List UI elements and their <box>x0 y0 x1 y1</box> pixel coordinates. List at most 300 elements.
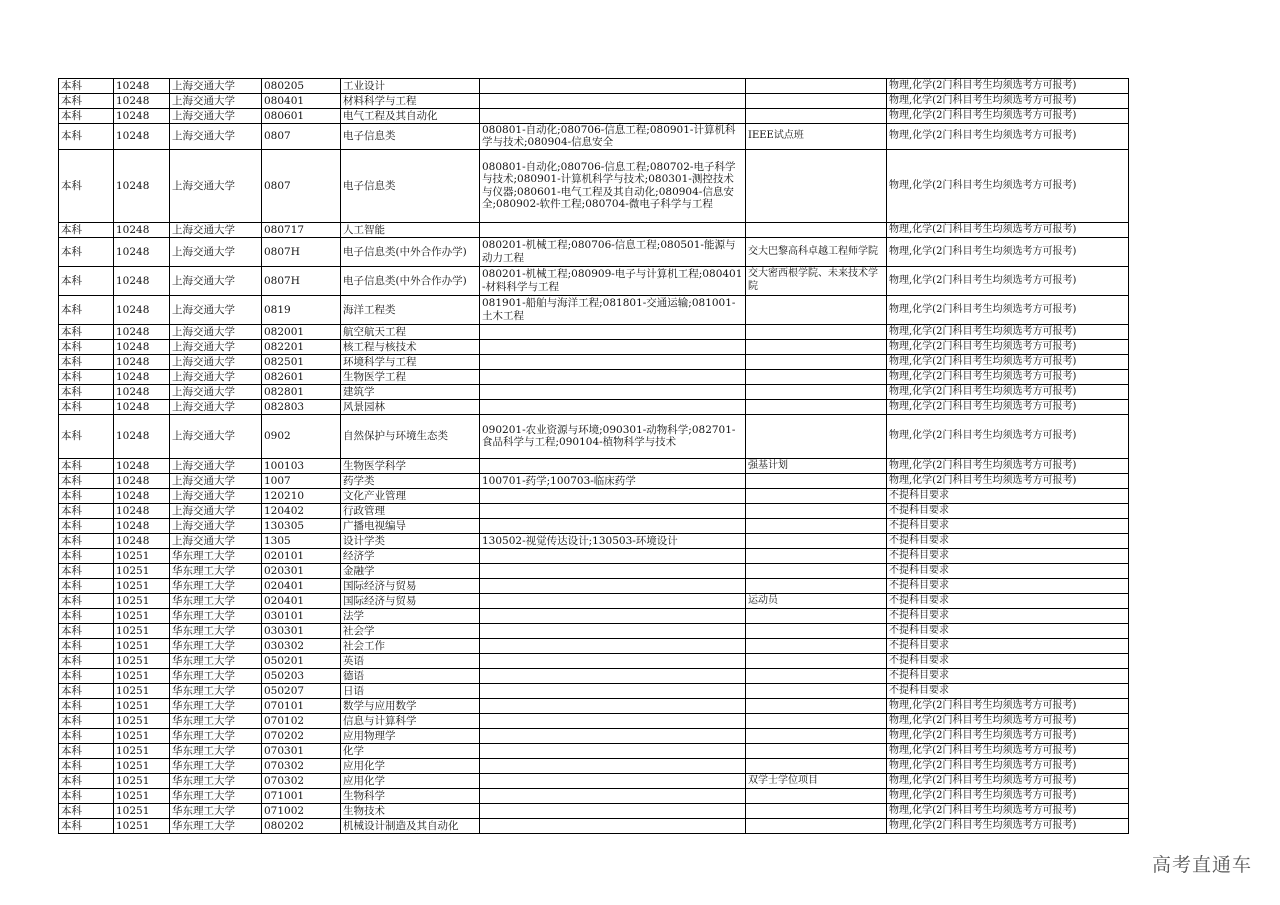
subject-requirement-cell: 不提科目要求 <box>887 653 1129 668</box>
school-code-cell: 10248 <box>114 473 170 488</box>
major-code-cell: 0807 <box>262 149 341 222</box>
included-majors-cell <box>480 653 746 668</box>
school-code-cell: 10251 <box>114 728 170 743</box>
school-name-cell: 华东理工大学 <box>170 698 262 713</box>
included-majors-cell <box>480 563 746 578</box>
subject-requirement-cell: 物理,化学(2门科目考生均须选考方可报考) <box>887 743 1129 758</box>
table-row <box>59 743 1129 758</box>
school-name-cell: 华东理工大学 <box>170 818 262 833</box>
table-row <box>59 324 1129 339</box>
school-name-cell: 华东理工大学 <box>170 638 262 653</box>
school-name-cell: 华东理工大学 <box>170 803 262 818</box>
included-majors-cell <box>480 638 746 653</box>
major-code-cell: 120210 <box>262 488 341 503</box>
remark-cell <box>746 728 887 743</box>
subject-requirement-cell: 物理,化学(2门科目考生均须选考方可报考) <box>887 339 1129 354</box>
major-code-cell: 080717 <box>262 222 341 237</box>
table-body <box>59 79 1129 834</box>
table-row <box>59 94 1129 109</box>
remark-cell <box>746 548 887 563</box>
table-row <box>59 563 1129 578</box>
table-row <box>59 473 1129 488</box>
school-code-cell: 10251 <box>114 743 170 758</box>
included-majors-cell: 080201-机械工程;080909-电子与计算机工程;080401-材料科学与工程 <box>480 266 746 295</box>
remark-cell <box>746 638 887 653</box>
school-code-cell: 10251 <box>114 608 170 623</box>
level-cell: 本科 <box>59 237 114 266</box>
major-code-cell: 080202 <box>262 818 341 833</box>
remark-cell <box>746 109 887 124</box>
school-name-cell: 上海交通大学 <box>170 488 262 503</box>
remark-cell <box>746 788 887 803</box>
included-majors-cell: 081901-船舶与海洋工程;081801-交通运输;081001-土木工程 <box>480 295 746 324</box>
remark-cell <box>746 653 887 668</box>
remark-cell <box>746 743 887 758</box>
major-name-cell: 国际经济与贸易 <box>341 578 480 593</box>
level-cell: 本科 <box>59 94 114 109</box>
major-name-cell: 金融学 <box>341 563 480 578</box>
subject-requirement-cell: 不提科目要求 <box>887 668 1129 683</box>
level-cell: 本科 <box>59 668 114 683</box>
school-name-cell: 华东理工大学 <box>170 548 262 563</box>
major-name-cell: 电气工程及其自动化 <box>341 109 480 124</box>
included-majors-cell: 080801-自动化;080706-信息工程;080901-计算机科学与技术;080904-信息安全 <box>480 124 746 150</box>
table-row <box>59 414 1129 458</box>
table-row <box>59 109 1129 124</box>
remark-cell <box>746 713 887 728</box>
level-cell: 本科 <box>59 124 114 150</box>
table-row <box>59 578 1129 593</box>
remark-cell <box>746 473 887 488</box>
school-name-cell: 华东理工大学 <box>170 728 262 743</box>
school-code-cell: 10248 <box>114 109 170 124</box>
remark-cell <box>746 668 887 683</box>
level-cell: 本科 <box>59 384 114 399</box>
major-name-cell: 机械设计制造及其自动化 <box>341 818 480 833</box>
school-name-cell: 华东理工大学 <box>170 668 262 683</box>
level-cell: 本科 <box>59 713 114 728</box>
remark-cell <box>746 399 887 414</box>
school-name-cell: 华东理工大学 <box>170 683 262 698</box>
included-majors-cell <box>480 354 746 369</box>
major-name-cell: 德语 <box>341 668 480 683</box>
subject-requirement-cell: 不提科目要求 <box>887 518 1129 533</box>
major-name-cell: 信息与计算科学 <box>341 713 480 728</box>
major-code-cell: 071002 <box>262 803 341 818</box>
included-majors-cell <box>480 369 746 384</box>
included-majors-cell <box>480 803 746 818</box>
table-row <box>59 518 1129 533</box>
subject-requirement-cell: 物理,化学(2门科目考生均须选考方可报考) <box>887 414 1129 458</box>
school-name-cell: 上海交通大学 <box>170 399 262 414</box>
level-cell: 本科 <box>59 818 114 833</box>
school-name-cell: 上海交通大学 <box>170 458 262 473</box>
remark-cell <box>746 758 887 773</box>
subject-requirement-cell: 不提科目要求 <box>887 623 1129 638</box>
subject-requirement-cell: 物理,化学(2门科目考生均须选考方可报考) <box>887 369 1129 384</box>
table-row <box>59 623 1129 638</box>
school-name-cell: 华东理工大学 <box>170 593 262 608</box>
major-name-cell: 生物技术 <box>341 803 480 818</box>
major-code-cell: 100103 <box>262 458 341 473</box>
major-code-cell: 070102 <box>262 713 341 728</box>
school-code-cell: 10251 <box>114 818 170 833</box>
remark-cell <box>746 578 887 593</box>
school-code-cell: 10248 <box>114 384 170 399</box>
school-name-cell: 华东理工大学 <box>170 788 262 803</box>
included-majors-cell <box>480 578 746 593</box>
major-name-cell: 数学与应用数学 <box>341 698 480 713</box>
table-row <box>59 728 1129 743</box>
major-code-cell: 080205 <box>262 79 341 94</box>
level-cell: 本科 <box>59 683 114 698</box>
major-name-cell: 社会学 <box>341 623 480 638</box>
major-code-cell: 071001 <box>262 788 341 803</box>
table-row <box>59 638 1129 653</box>
remark-cell <box>746 518 887 533</box>
level-cell: 本科 <box>59 354 114 369</box>
major-code-cell: 082001 <box>262 324 341 339</box>
major-name-cell: 行政管理 <box>341 503 480 518</box>
included-majors-cell <box>480 758 746 773</box>
major-name-cell: 日语 <box>341 683 480 698</box>
school-code-cell: 10248 <box>114 149 170 222</box>
table-row <box>59 399 1129 414</box>
subject-requirement-cell: 不提科目要求 <box>887 608 1129 623</box>
remark-cell <box>746 295 887 324</box>
major-name-cell: 生物医学科学 <box>341 458 480 473</box>
subject-requirement-cell: 物理,化学(2门科目考生均须选考方可报考) <box>887 803 1129 818</box>
table-row <box>59 683 1129 698</box>
major-code-cell: 030302 <box>262 638 341 653</box>
subject-requirement-cell: 不提科目要求 <box>887 578 1129 593</box>
major-code-cell: 020401 <box>262 593 341 608</box>
major-code-cell: 082201 <box>262 339 341 354</box>
school-code-cell: 10248 <box>114 266 170 295</box>
table-row <box>59 533 1129 548</box>
school-code-cell: 10248 <box>114 295 170 324</box>
included-majors-cell <box>480 222 746 237</box>
school-name-cell: 上海交通大学 <box>170 339 262 354</box>
level-cell: 本科 <box>59 324 114 339</box>
table-row <box>59 608 1129 623</box>
school-code-cell: 10251 <box>114 683 170 698</box>
school-code-cell: 10248 <box>114 94 170 109</box>
school-name-cell: 上海交通大学 <box>170 149 262 222</box>
school-code-cell: 10248 <box>114 222 170 237</box>
major-name-cell: 航空航天工程 <box>341 324 480 339</box>
major-code-cell: 0807H <box>262 237 341 266</box>
table-row <box>59 773 1129 788</box>
remark-cell <box>746 94 887 109</box>
major-name-cell: 风景园林 <box>341 399 480 414</box>
table-row <box>59 369 1129 384</box>
remark-cell <box>746 683 887 698</box>
table-row <box>59 237 1129 266</box>
school-name-cell: 华东理工大学 <box>170 653 262 668</box>
school-code-cell: 10251 <box>114 578 170 593</box>
level-cell: 本科 <box>59 698 114 713</box>
major-code-cell: 050201 <box>262 653 341 668</box>
included-majors-cell: 090201-农业资源与环境;090301-动物科学;082701-食品科学与工程;090104-植物科学与技术 <box>480 414 746 458</box>
school-code-cell: 10248 <box>114 339 170 354</box>
remark-cell <box>746 222 887 237</box>
remark-cell <box>746 503 887 518</box>
major-name-cell: 应用化学 <box>341 773 480 788</box>
level-cell: 本科 <box>59 488 114 503</box>
level-cell: 本科 <box>59 473 114 488</box>
subject-requirement-cell: 物理,化学(2门科目考生均须选考方可报考) <box>887 384 1129 399</box>
school-code-cell: 10251 <box>114 788 170 803</box>
subject-requirement-cell: 物理,化学(2门科目考生均须选考方可报考) <box>887 818 1129 833</box>
table-row <box>59 124 1129 150</box>
major-code-cell: 130305 <box>262 518 341 533</box>
school-code-cell: 10248 <box>114 458 170 473</box>
watermark: 高考直通车 <box>1151 854 1252 876</box>
school-name-cell: 上海交通大学 <box>170 237 262 266</box>
school-name-cell: 华东理工大学 <box>170 578 262 593</box>
level-cell: 本科 <box>59 743 114 758</box>
major-code-cell: 0819 <box>262 295 341 324</box>
school-code-cell: 10251 <box>114 623 170 638</box>
major-name-cell: 社会工作 <box>341 638 480 653</box>
major-name-cell: 生物医学工程 <box>341 369 480 384</box>
table-row <box>59 295 1129 324</box>
major-name-cell: 电子信息类 <box>341 149 480 222</box>
included-majors-cell <box>480 548 746 563</box>
major-code-cell: 020401 <box>262 578 341 593</box>
subject-requirement-cell: 物理,化学(2门科目考生均须选考方可报考) <box>887 458 1129 473</box>
major-name-cell: 应用物理学 <box>341 728 480 743</box>
school-name-cell: 上海交通大学 <box>170 94 262 109</box>
remark-cell <box>746 324 887 339</box>
major-code-cell: 082801 <box>262 384 341 399</box>
subject-requirement-cell: 物理,化学(2门科目考生均须选考方可报考) <box>887 266 1129 295</box>
level-cell: 本科 <box>59 109 114 124</box>
remark-cell <box>746 354 887 369</box>
school-code-cell: 10251 <box>114 758 170 773</box>
school-name-cell: 华东理工大学 <box>170 563 262 578</box>
school-name-cell: 上海交通大学 <box>170 533 262 548</box>
remark-cell <box>746 414 887 458</box>
subject-requirement-cell: 物理,化学(2门科目考生均须选考方可报考) <box>887 399 1129 414</box>
level-cell: 本科 <box>59 623 114 638</box>
school-name-cell: 华东理工大学 <box>170 773 262 788</box>
major-code-cell: 070302 <box>262 758 341 773</box>
subject-requirement-cell: 物理,化学(2门科目考生均须选考方可报考) <box>887 324 1129 339</box>
school-name-cell: 上海交通大学 <box>170 222 262 237</box>
table-row <box>59 503 1129 518</box>
level-cell: 本科 <box>59 593 114 608</box>
major-name-cell: 自然保护与环境生态类 <box>341 414 480 458</box>
level-cell: 本科 <box>59 518 114 533</box>
school-name-cell: 上海交通大学 <box>170 124 262 150</box>
level-cell: 本科 <box>59 638 114 653</box>
school-name-cell: 上海交通大学 <box>170 473 262 488</box>
school-code-cell: 10248 <box>114 79 170 94</box>
subject-requirement-cell: 物理,化学(2门科目考生均须选考方可报考) <box>887 295 1129 324</box>
remark-cell <box>746 369 887 384</box>
school-name-cell: 上海交通大学 <box>170 79 262 94</box>
table-row <box>59 788 1129 803</box>
subject-requirement-cell: 不提科目要求 <box>887 563 1129 578</box>
major-name-cell: 核工程与核技术 <box>341 339 480 354</box>
level-cell: 本科 <box>59 653 114 668</box>
major-name-cell: 应用化学 <box>341 758 480 773</box>
included-majors-cell <box>480 683 746 698</box>
school-code-cell: 10248 <box>114 533 170 548</box>
included-majors-cell: 130502-视觉传达设计;130503-环境设计 <box>480 533 746 548</box>
school-name-cell: 上海交通大学 <box>170 266 262 295</box>
level-cell: 本科 <box>59 369 114 384</box>
major-name-cell: 英语 <box>341 653 480 668</box>
subject-requirement-cell: 物理,化学(2门科目考生均须选考方可报考) <box>887 728 1129 743</box>
major-code-cell: 1007 <box>262 473 341 488</box>
included-majors-cell <box>480 743 746 758</box>
table-row <box>59 354 1129 369</box>
major-name-cell: 建筑学 <box>341 384 480 399</box>
school-code-cell: 10248 <box>114 518 170 533</box>
school-code-cell: 10248 <box>114 369 170 384</box>
major-code-cell: 070202 <box>262 728 341 743</box>
school-name-cell: 上海交通大学 <box>170 384 262 399</box>
table-row <box>59 149 1129 222</box>
level-cell: 本科 <box>59 339 114 354</box>
remark-cell <box>746 384 887 399</box>
school-code-cell: 10248 <box>114 354 170 369</box>
level-cell: 本科 <box>59 788 114 803</box>
included-majors-cell <box>480 668 746 683</box>
table-row <box>59 593 1129 608</box>
school-code-cell: 10248 <box>114 414 170 458</box>
school-name-cell: 上海交通大学 <box>170 109 262 124</box>
remark-cell <box>746 488 887 503</box>
table-row <box>59 803 1129 818</box>
school-name-cell: 华东理工大学 <box>170 758 262 773</box>
remark-cell <box>746 79 887 94</box>
table-row <box>59 548 1129 563</box>
remark-cell <box>746 803 887 818</box>
subject-requirement-cell: 物理,化学(2门科目考生均须选考方可报考) <box>887 79 1129 94</box>
included-majors-cell <box>480 773 746 788</box>
remark-cell <box>746 563 887 578</box>
table-row <box>59 384 1129 399</box>
subject-requirement-cell: 物理,化学(2门科目考生均须选考方可报考) <box>887 149 1129 222</box>
remark-cell: 交大密西根学院、未来技术学院 <box>746 266 887 295</box>
level-cell: 本科 <box>59 399 114 414</box>
included-majors-cell <box>480 488 746 503</box>
major-name-cell: 电子信息类 <box>341 124 480 150</box>
included-majors-cell <box>480 518 746 533</box>
major-code-cell: 1305 <box>262 533 341 548</box>
major-name-cell: 药学类 <box>341 473 480 488</box>
remark-cell: 交大巴黎高科卓越工程师学院 <box>746 237 887 266</box>
school-name-cell: 华东理工大学 <box>170 608 262 623</box>
major-code-cell: 020301 <box>262 563 341 578</box>
included-majors-cell <box>480 399 746 414</box>
subject-requirement-cell: 不提科目要求 <box>887 503 1129 518</box>
level-cell: 本科 <box>59 222 114 237</box>
school-name-cell: 华东理工大学 <box>170 713 262 728</box>
major-code-cell: 120402 <box>262 503 341 518</box>
level-cell: 本科 <box>59 728 114 743</box>
level-cell: 本科 <box>59 578 114 593</box>
included-majors-cell <box>480 339 746 354</box>
table-row <box>59 458 1129 473</box>
major-name-cell: 法学 <box>341 608 480 623</box>
school-code-cell: 10248 <box>114 124 170 150</box>
table-row <box>59 339 1129 354</box>
included-majors-cell <box>480 698 746 713</box>
subject-requirement-cell: 物理,化学(2门科目考生均须选考方可报考) <box>887 109 1129 124</box>
school-name-cell: 上海交通大学 <box>170 354 262 369</box>
remark-cell <box>746 608 887 623</box>
major-name-cell: 经济学 <box>341 548 480 563</box>
subject-requirement-cell: 不提科目要求 <box>887 683 1129 698</box>
major-code-cell: 020101 <box>262 548 341 563</box>
subject-requirement-cell: 物理,化学(2门科目考生均须选考方可报考) <box>887 773 1129 788</box>
level-cell: 本科 <box>59 414 114 458</box>
school-code-cell: 10248 <box>114 399 170 414</box>
remark-cell: 强基计划 <box>746 458 887 473</box>
included-majors-cell <box>480 788 746 803</box>
major-code-cell: 082803 <box>262 399 341 414</box>
level-cell: 本科 <box>59 608 114 623</box>
remark-cell <box>746 339 887 354</box>
table-row <box>59 698 1129 713</box>
subject-requirement-cell: 物理,化学(2门科目考生均须选考方可报考) <box>887 698 1129 713</box>
school-code-cell: 10251 <box>114 653 170 668</box>
remark-cell <box>746 623 887 638</box>
included-majors-cell <box>480 713 746 728</box>
major-code-cell: 030301 <box>262 623 341 638</box>
school-name-cell: 上海交通大学 <box>170 414 262 458</box>
included-majors-cell <box>480 79 746 94</box>
table-row <box>59 266 1129 295</box>
subject-requirement-cell: 不提科目要求 <box>887 488 1129 503</box>
included-majors-cell <box>480 109 746 124</box>
school-code-cell: 10251 <box>114 563 170 578</box>
school-code-cell: 10251 <box>114 803 170 818</box>
table-row <box>59 818 1129 833</box>
table-row <box>59 653 1129 668</box>
subject-requirement-cell: 物理,化学(2门科目考生均须选考方可报考) <box>887 758 1129 773</box>
table-row <box>59 758 1129 773</box>
major-code-cell: 070302 <box>262 773 341 788</box>
school-code-cell: 10251 <box>114 593 170 608</box>
school-code-cell: 10248 <box>114 488 170 503</box>
level-cell: 本科 <box>59 563 114 578</box>
school-code-cell: 10248 <box>114 503 170 518</box>
subject-requirement-cell: 物理,化学(2门科目考生均须选考方可报考) <box>887 222 1129 237</box>
subject-requirement-cell: 不提科目要求 <box>887 593 1129 608</box>
school-name-cell: 华东理工大学 <box>170 743 262 758</box>
level-cell: 本科 <box>59 79 114 94</box>
school-code-cell: 10248 <box>114 237 170 266</box>
table-row <box>59 79 1129 94</box>
level-cell: 本科 <box>59 266 114 295</box>
subject-requirement-cell: 不提科目要求 <box>887 548 1129 563</box>
major-name-cell: 人工智能 <box>341 222 480 237</box>
level-cell: 本科 <box>59 149 114 222</box>
remark-cell: IEEE试点班 <box>746 124 887 150</box>
included-majors-cell <box>480 818 746 833</box>
school-code-cell: 10251 <box>114 548 170 563</box>
major-name-cell: 广播电视编导 <box>341 518 480 533</box>
subject-requirement-cell: 物理,化学(2门科目考生均须选考方可报考) <box>887 124 1129 150</box>
major-code-cell: 070101 <box>262 698 341 713</box>
subject-requirement-cell: 不提科目要求 <box>887 638 1129 653</box>
